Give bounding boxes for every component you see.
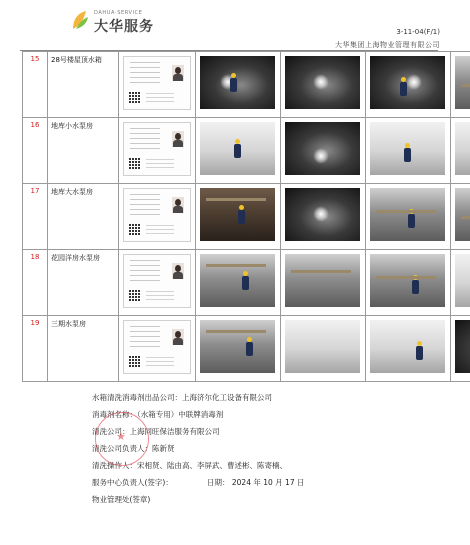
cleaning-photo [200, 254, 275, 307]
site-photo-cell [281, 316, 366, 382]
health-certificate-cell [119, 118, 196, 184]
site-photo-cell [451, 316, 470, 382]
cleaning-photo [370, 56, 445, 109]
site-photo-cell [451, 184, 470, 250]
health-certificate-image [123, 254, 191, 308]
cleaning-company-lead: 清洗公司负责人：陈新贤 [92, 444, 175, 453]
disinfectant-maker: 水箱清洗消毒剂出品公司：上海济尔化工设备有限公司 [92, 393, 272, 402]
site-photo-cell [196, 316, 281, 382]
site-photo-cell [281, 184, 366, 250]
document-code: 3-11-04(F/1) [396, 28, 440, 36]
site-photo-cell [196, 52, 281, 118]
row-number: 19 [23, 316, 48, 382]
site-photo-cell [366, 316, 451, 382]
disinfectant-name: 消毒剂名称：（水箱专用）中联牌消毒剂 [92, 410, 224, 419]
row-number: 15 [23, 52, 48, 118]
leaf-logo-icon [70, 9, 90, 31]
site-photo-cell [366, 52, 451, 118]
site-photo-cell [281, 250, 366, 316]
red-seal-stamp [95, 412, 149, 466]
location-name: 地库大水泵房 [48, 184, 119, 250]
cleaning-operators: 清洗操作人：宋相贤、陆由高、李屏武、曹述彬、陈寄楠、 [92, 461, 287, 470]
cleaning-photo [455, 122, 470, 175]
id-photo [172, 197, 184, 213]
company-name: 大华集团上海物业管理有限公司 [335, 41, 440, 49]
sign-date: 日期： 2024 年 10 月 17 日 [207, 478, 305, 487]
id-photo [172, 263, 184, 279]
location-name: 花园洋房水泵房 [48, 250, 119, 316]
health-certificate-cell [119, 316, 196, 382]
health-certificate-cell [119, 184, 196, 250]
cleaning-photo [200, 320, 275, 373]
cleaning-photo [285, 188, 360, 241]
row-number: 18 [23, 250, 48, 316]
site-photo-cell [366, 118, 451, 184]
site-photo-cell [451, 250, 470, 316]
site-photo-cell [196, 184, 281, 250]
service-center-lead-label: 服务中心负责人(签字)： [92, 478, 173, 487]
row-number: 17 [23, 184, 48, 250]
site-photo-cell [281, 52, 366, 118]
table-row [23, 118, 470, 184]
cleaning-photo [455, 56, 470, 109]
cleaning-photo [370, 320, 445, 373]
cleaning-company: 清洗公司：上海同旺保洁服务有限公司 [92, 427, 220, 436]
health-certificate-image [123, 122, 191, 176]
health-certificate-image [123, 56, 191, 110]
page-header [0, 0, 470, 52]
site-photo-cell [366, 250, 451, 316]
cleaning-photo [200, 188, 275, 241]
health-certificate-cell [119, 52, 196, 118]
inspection-table [22, 51, 470, 382]
cleaning-photo [370, 254, 445, 307]
table-row [23, 184, 470, 250]
location-name: 28号楼屋顶水箱 [48, 52, 119, 118]
site-photo-cell [451, 52, 470, 118]
property-office-stamp-label: 物业管理处(签章) [92, 495, 151, 504]
location-name: 三期水泵房 [48, 316, 119, 382]
health-certificate-image [123, 188, 191, 242]
dahua-logo [70, 8, 170, 34]
cleaning-photo [370, 122, 445, 175]
logo-title: 大华服务 [94, 19, 154, 35]
site-photo-cell [366, 184, 451, 250]
health-certificate-cell [119, 250, 196, 316]
cleaning-photo [285, 254, 360, 307]
logo-subtitle: DAHUA·SERVICE [94, 10, 143, 16]
cleaning-photo [370, 188, 445, 241]
table-row [23, 52, 470, 118]
site-photo-cell [196, 250, 281, 316]
cleaning-photo [200, 56, 275, 109]
cleaning-photo [455, 320, 470, 373]
row-number: 16 [23, 118, 48, 184]
cleaning-photo [200, 122, 275, 175]
location-name: 地库小水泵房 [48, 118, 119, 184]
id-photo [172, 329, 184, 345]
cleaning-photo [285, 56, 360, 109]
table-row [23, 250, 470, 316]
site-photo-cell [196, 118, 281, 184]
health-certificate-image [123, 320, 191, 374]
table-row [23, 316, 470, 382]
cleaning-photo [455, 188, 470, 241]
site-photo-cell [451, 118, 470, 184]
cleaning-photo [285, 122, 360, 175]
cleaning-photo [285, 320, 360, 373]
site-photo-cell [281, 118, 366, 184]
id-photo [172, 131, 184, 147]
cleaning-photo [455, 254, 470, 307]
id-photo [172, 65, 184, 81]
